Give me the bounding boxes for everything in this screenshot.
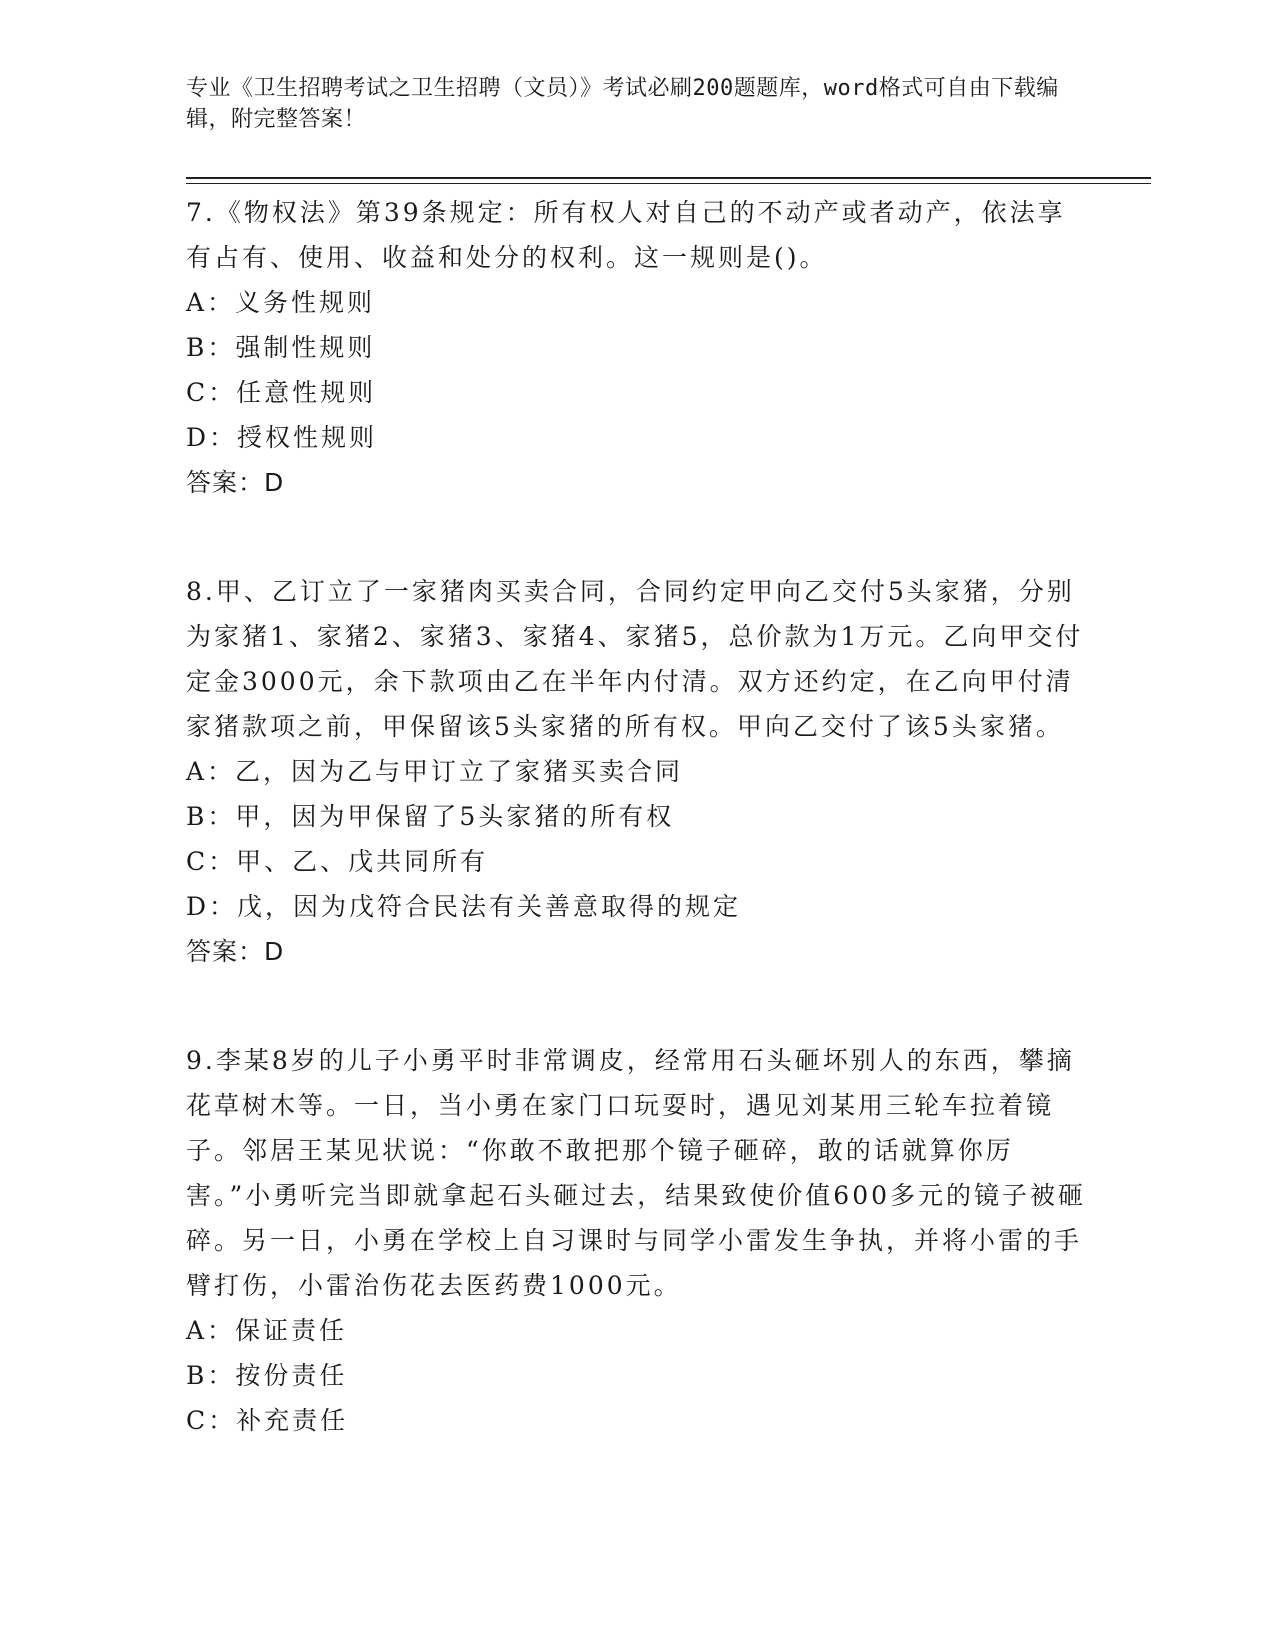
option-b: B：甲，因为甲保留了5头家猪的所有权: [186, 802, 675, 831]
option-d: D：授权性规则: [186, 423, 378, 452]
option-a: A：乙，因为乙与甲订立了家猪买卖合同: [186, 757, 684, 786]
option-c: C：甲、乙、戊共同所有: [186, 847, 489, 876]
answer-line: 答案：D: [186, 468, 285, 497]
option-c: C：任意性规则: [186, 378, 377, 407]
header-divider-thick: [186, 177, 1151, 179]
header-divider-thin: [186, 183, 1151, 184]
option-d: D：戊，因为戊符合民法有关善意取得的规定: [186, 892, 742, 921]
option-b: B：强制性规则: [186, 333, 376, 362]
question-7: [186, 190, 1086, 505]
question-stem: 7.《物权法》第39条规定：所有权人对自己的不动产或者动产，依法享有占有、使用、收益和处分的权利。这一规则是()。: [186, 198, 1066, 272]
option-c: C：补充责任: [186, 1406, 349, 1435]
option-a: A：义务性规则: [186, 288, 376, 317]
question-stem: 8.甲、乙订立了一家猪肉买卖合同，合同约定甲向乙交付5头家猪，分别为家猪1、家猪2、家猪3、家猪4、家猪5，总价款为1万元。乙向甲交付定金3000元，余下款项由乙在半年内付清。双方还约定，在乙向甲付清家猪款项之前，甲保留该5头家猪的所有权。甲向乙交付了该5头家猪。: [186, 577, 1084, 741]
question-list: [186, 190, 1086, 1507]
question-9: [186, 1038, 1086, 1443]
question-stem: 9.李某8岁的儿子小勇平时非常调皮，经常用石头砸坏别人的东西，攀摘花草树木等。一日，当小勇在家门口玩耍时，遇见刘某用三轮车拉着镜子。邻居王某见状说：“你敢不敢把那个镜子砸碎，敢的话就算你厉害。”小勇听完当即就拿起石头砸过去，结果致使价值600多元的镜子被砸碎。另一日，小勇在学校上自习课时与同学小雷发生争执，并将小雷的手臂打伤，小雷治伤花去医药费1000元。: [186, 1046, 1087, 1300]
document-header: 专业《卫生招聘考试之卫生招聘（文员）》考试必刷200题题库，word格式可自由下载编辑，附完整答案！: [186, 76, 1059, 132]
option-a: A：保证责任: [186, 1316, 348, 1345]
answer-line: 答案：D: [186, 937, 285, 966]
option-b: B：按份责任: [186, 1361, 348, 1390]
question-8: [186, 569, 1086, 974]
